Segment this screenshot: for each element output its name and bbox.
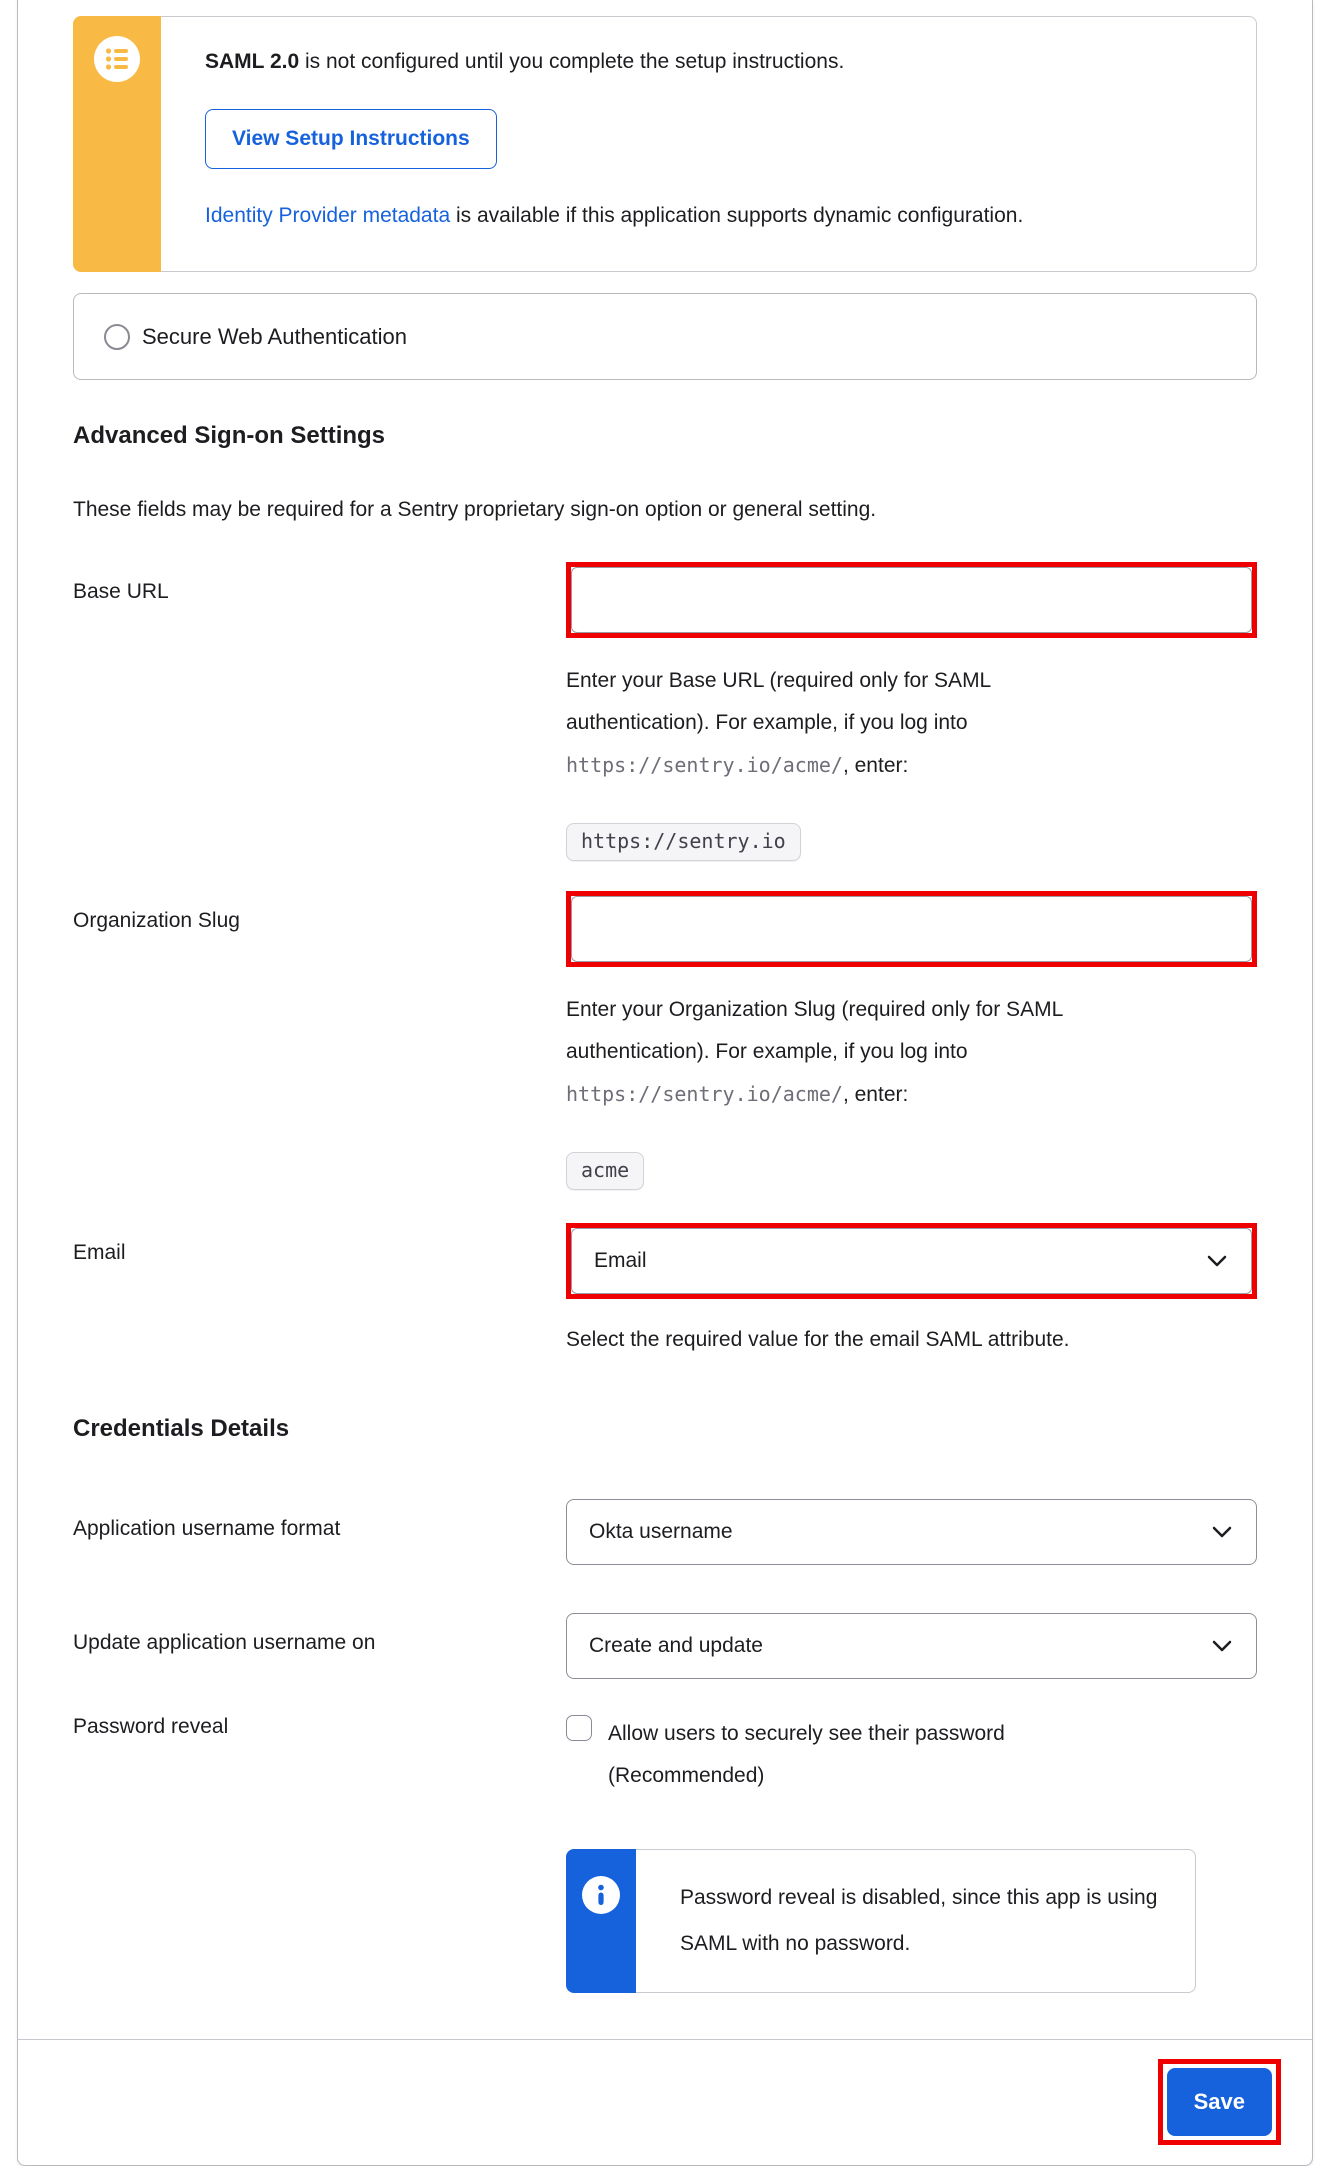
base-url-row — [73, 562, 1257, 861]
base-url-input[interactable] — [571, 567, 1252, 633]
org-slug-help-after: , enter: — [842, 1083, 909, 1106]
update-username-select[interactable] — [566, 1613, 1257, 1679]
org-slug-help-before: Enter your Organization Slug (required only for SAML authentication). For example, if you log into — [566, 998, 1063, 1063]
org-slug-label: Organization Slug — [73, 909, 240, 932]
swa-label: Secure Web Authentication — [142, 323, 407, 349]
email-help: Select the required value for the email SAML attribute. — [566, 1328, 1070, 1351]
username-format-row — [73, 1499, 1257, 1565]
email-select-value: Email — [594, 1249, 647, 1272]
org-slug-example-chip: acme — [566, 1152, 644, 1190]
org-slug-annotation — [566, 891, 1257, 967]
base-url-annotation — [566, 562, 1257, 638]
info-icon — [582, 1876, 620, 1914]
advanced-signon-description: These fields may be required for a Sentry proprietary sign-on option or general setting. — [73, 498, 877, 521]
password-reveal-row — [73, 1713, 1257, 1797]
banner-title — [205, 47, 1216, 77]
banner-title-rest: is not configured until you complete the setup instructions. — [299, 50, 845, 73]
base-url-label: Base URL — [73, 580, 169, 603]
username-format-value: Okta username — [589, 1520, 733, 1543]
saml-warning-banner — [73, 16, 1257, 272]
update-username-label: Update application username on — [73, 1631, 376, 1654]
org-slug-row — [73, 891, 1257, 1190]
chevron-down-icon — [1212, 1526, 1232, 1538]
password-reveal-checkbox-label: Allow users to securely see their password (Recommended) — [608, 1722, 1005, 1787]
email-select[interactable] — [571, 1228, 1252, 1294]
org-slug-help-code: https://sentry.io/acme/ — [566, 1082, 843, 1106]
password-reveal-checkbox[interactable] — [566, 1715, 592, 1741]
password-reveal-info-callout — [566, 1849, 1257, 1993]
banner-accent-strip — [73, 16, 161, 272]
email-annotation — [566, 1223, 1257, 1299]
save-button[interactable]: Save — [1167, 2068, 1272, 2136]
password-reveal-label: Password reveal — [73, 1715, 229, 1738]
org-slug-input[interactable] — [571, 896, 1252, 962]
chevron-down-icon — [1212, 1640, 1232, 1652]
base-url-help-code: https://sentry.io/acme/ — [566, 753, 843, 777]
view-setup-instructions-button[interactable]: View Setup Instructions — [205, 109, 497, 169]
chevron-down-icon — [1207, 1255, 1227, 1267]
email-row — [73, 1223, 1257, 1361]
advanced-signon-heading: Advanced Sign-on Settings — [73, 422, 386, 449]
callout-accent-strip — [566, 1849, 636, 1993]
swa-option[interactable] — [73, 293, 1257, 380]
update-username-value: Create and update — [589, 1634, 763, 1657]
email-label: Email — [73, 1241, 126, 1264]
username-format-label: Application username format — [73, 1517, 341, 1540]
update-username-row — [73, 1613, 1257, 1679]
identity-provider-metadata-link[interactable]: Identity Provider metadata — [205, 204, 451, 227]
base-url-help — [566, 660, 1126, 787]
base-url-example-chip: https://sentry.io — [566, 823, 801, 861]
callout-text: Password reveal is disabled, since this app is using SAML with no password. — [636, 1849, 1196, 1993]
banner-metadata-rest: is available if this application supports dynamic configuration. — [450, 204, 1024, 227]
username-format-select[interactable] — [566, 1499, 1257, 1565]
base-url-help-after: , enter: — [842, 754, 909, 777]
banner-title-app: SAML 2.0 — [205, 50, 300, 73]
banner-metadata-text — [205, 195, 1085, 237]
credentials-heading: Credentials Details — [73, 1415, 290, 1442]
org-slug-help — [566, 989, 1126, 1116]
swa-radio[interactable] — [104, 324, 130, 350]
base-url-help-before: Enter your Base URL (required only for SAML authentication). For example, if you log into — [566, 669, 991, 734]
save-annotation — [1158, 2059, 1281, 2145]
form-footer — [18, 2039, 1312, 2165]
settings-card — [17, 0, 1313, 2166]
list-icon — [94, 36, 140, 82]
